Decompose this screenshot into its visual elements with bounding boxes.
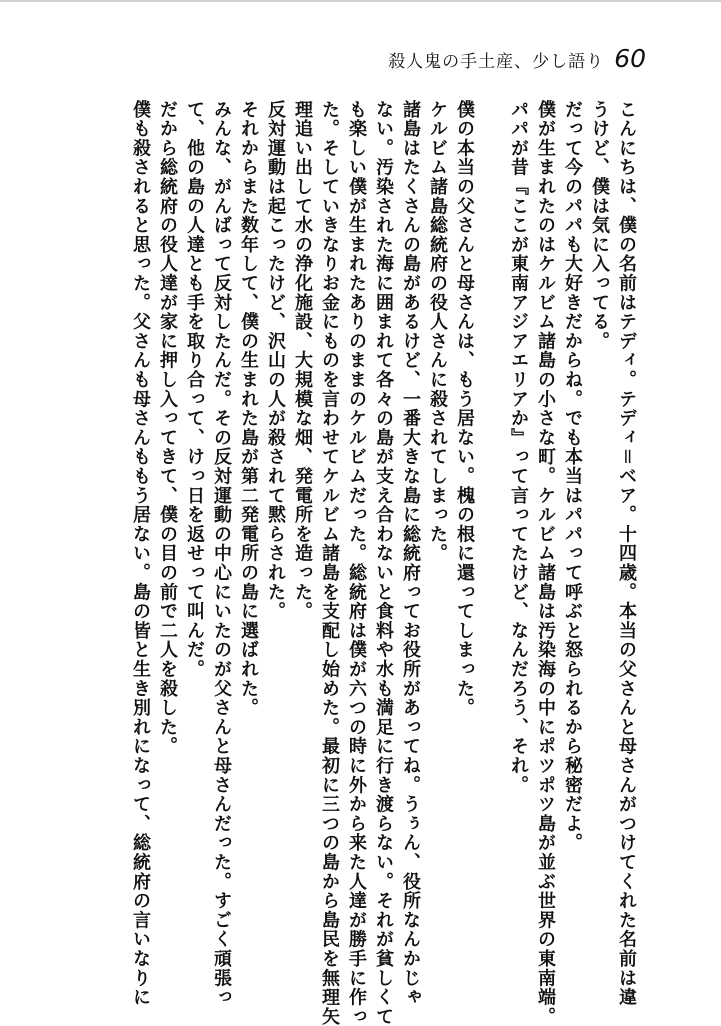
text-line: それからまた数年して、僕の生まれた島が第二発電所の島に選ばれた。 bbox=[238, 100, 259, 718]
text-line: 僕が生まれたのはケルビム諸島の小さな町。ケルビム諸島は汚染海の中にポツポツ島が並ぶ世界の東南端。 bbox=[535, 100, 556, 1026]
text-line: 反対運動は起こったけど、沢山の人が殺されて黙らされた。 bbox=[265, 100, 286, 622]
page-number: 60 bbox=[614, 44, 646, 73]
text-line: だって今のパパも大好きだからね。でも本当はパパって呼ぶと怒られるから秘密だよ。 bbox=[562, 100, 583, 853]
text-line: うけど、僕は気に入ってる。 bbox=[589, 100, 610, 351]
text-line: ケルビム諸島総統府の役人さんに殺されてしまった。 bbox=[427, 100, 448, 564]
text-line: 僕の本当の父さんと母さんは、もう居ない。槐の根に還ってしまった。 bbox=[454, 100, 475, 718]
text-line: て、他の島の人達とも手を取り合って、けっ日を返せって叫んだ。 bbox=[184, 100, 205, 679]
running-head bbox=[388, 44, 646, 73]
text-line: 僕も殺されると思った。父さんも母さんももう居ない。島の皆と生き別れになって、総統府の言いなりに bbox=[130, 100, 151, 1008]
body-text bbox=[80, 100, 640, 1026]
chapter-title: 殺人鬼の手土産、少し語り bbox=[388, 52, 605, 72]
text-line: 諸島はたくさんの島があるけど、一番大きな島に総統府ってお役所があってね。うぅん、役所なんかじゃ bbox=[400, 100, 421, 1008]
text-line: パパが昔『ここが東南アジアエリアか』って言ってたけど、なんだろう、それ。 bbox=[508, 100, 529, 795]
text-line: た。そしていきなりお金にものを言わせてケルビム諸島を支配し始めた。最初に三つの島から島民を無理矢 bbox=[319, 100, 340, 1026]
text-line: 理追い出して水の浄化施設、大規模な畑、発電所を造った。 bbox=[292, 100, 313, 622]
text-line: こんにちは、僕の名前はテディ。テディ＝ベア。十四歳。本当の父さんと母さんがつけてくれた名前は違 bbox=[616, 100, 637, 1008]
text-line: みんな、がんばって反対したんだ。その反対運動の中心にいたのが父さんと母さんだった。すごく頑張っ bbox=[211, 100, 232, 1008]
top-rule bbox=[0, 0, 721, 2]
text-line: だから総統府の役人達が家に押し入ってきて、僕の目の前で二人を殺した。 bbox=[157, 100, 178, 757]
text-line: ない。汚染された海に囲まれて各々の島が支え合わないと食料や水も満足に行き渡らない。それが貧しくて bbox=[373, 100, 394, 1026]
paragraph-gap bbox=[478, 100, 505, 980]
text-line: も楽しい僕が生まれたありのままのケルビムだった。総統府は僕が六つの時に外から来た人達が勝手に作っ bbox=[346, 100, 367, 1026]
